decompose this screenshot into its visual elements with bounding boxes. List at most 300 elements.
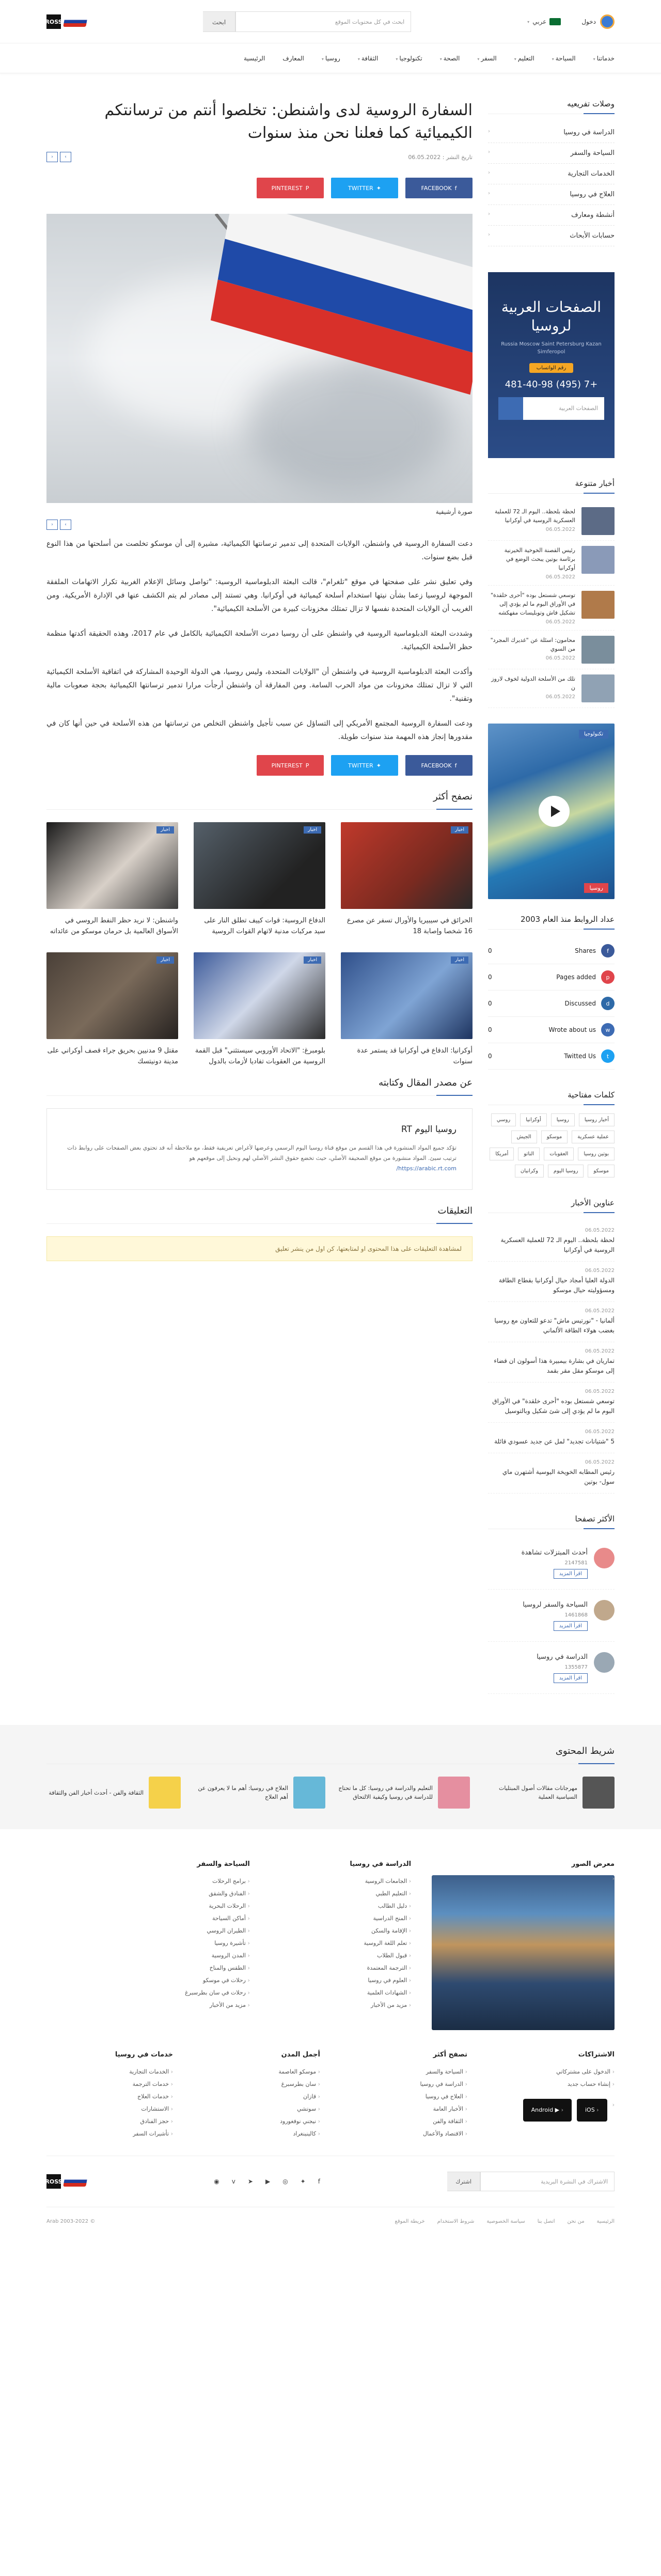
news-item[interactable]	[488, 502, 615, 541]
play-icon[interactable]	[539, 796, 570, 827]
footer-link[interactable]: ‹ حجز الفنادق	[46, 2115, 173, 2128]
newsletter-form	[447, 2172, 615, 2191]
footer-link[interactable]: ‹ الرحلات البحرية	[109, 1900, 250, 1912]
footer-columns-2	[46, 2046, 615, 2156]
sidebar-link[interactable]	[488, 164, 615, 184]
stats-title: عداد الروابط منذ العام 2003	[488, 915, 615, 930]
related-card-title: بلومبرغ: "الاتحاد الأوروبي سيستثني" قبل القمة الروسية من العقوبات تفاديا لأزمات بالدول	[195, 1047, 325, 1065]
news-thumbnail	[581, 636, 615, 664]
footer-link[interactable]: ‹ أماكن السياحة	[109, 1912, 250, 1925]
footer-link[interactable]: ‹ الطيران الروسي	[109, 1925, 250, 1937]
promo-form	[498, 397, 604, 420]
facebook-icon[interactable]: f	[318, 2178, 320, 2185]
footer-logo[interactable]	[46, 2174, 87, 2189]
tag[interactable]: موسكو	[588, 1165, 615, 1177]
stats-row	[488, 991, 615, 1017]
related-card-title: واشنطن: لا نريد حظر النفط الروسي في الأسواق العالمية بل حرمان موسكو من عائداته	[50, 917, 178, 935]
twitter-icon[interactable]: ✦	[300, 2178, 306, 2185]
android-icon: ▶	[555, 2107, 560, 2113]
article-paragraph: وأكدت البعثة الدبلوماسية الروسية في واشنطن أن "الولايات المتحدة، وليس روسيا، هي الدولة الوحيدة المشاركة في اتفاقية الأسلحة الكيميائية التي لا تزال تمتلك مخزونات من مواد الحرب السامة. ومن المفارقة أن واشنطن أرجأت مرارا تدمير ترسانتها الكيميائية بحجة صعوبات مالية وتقنية".	[46, 668, 473, 703]
news-item-date: 06.05.2022	[545, 574, 575, 580]
related-card-tag: اخبار	[156, 826, 174, 834]
login-button[interactable]	[581, 14, 615, 29]
site-logo[interactable]	[46, 14, 87, 29]
tag[interactable]: روسيا	[551, 1113, 575, 1126]
footer-link[interactable]: ‹ العلوم في روسيا	[271, 1974, 411, 1987]
share-pinterest-button[interactable]	[257, 755, 324, 776]
strip-item[interactable]	[336, 1777, 470, 1809]
twitter-icon: ✦	[376, 762, 381, 769]
popular-title[interactable]: أحدث المبتزلات تشاهدة	[521, 1549, 588, 1557]
stats-label: Pages added	[556, 973, 596, 981]
headline-item[interactable]	[488, 1423, 615, 1453]
popular-count	[537, 1664, 588, 1670]
sidebar-link[interactable]	[488, 184, 615, 205]
share-twitter-label: TWITTER	[348, 184, 373, 192]
top-bar	[0, 0, 661, 43]
footer-link[interactable]: ‹ الترجمة المعتمدة	[271, 1962, 411, 1974]
related-card[interactable]	[194, 822, 325, 937]
share-pinterest-button[interactable]	[257, 178, 324, 198]
footer-link[interactable]: ‹ رحلات في موسكو	[109, 1974, 250, 1987]
twitter-icon: ✦	[376, 184, 381, 192]
related-card-tag: اخبار	[451, 826, 468, 834]
instagram-icon[interactable]: ◎	[282, 2178, 288, 2185]
chevron-left-icon: ‹	[488, 211, 490, 217]
chevron-left-icon: ‹	[488, 232, 490, 238]
nav-item[interactable]	[396, 55, 422, 62]
stats-label-wrap	[492, 944, 615, 957]
footer-col-subscriptions	[488, 2051, 615, 2140]
sidebar-link-label: حسابات الأبحاث	[570, 232, 615, 240]
headline-item[interactable]	[488, 1262, 615, 1302]
strip-item-title: العلاج في روسيا: أهم ما لا يعرفون عن أهم العلاج	[198, 1785, 288, 1800]
related-card[interactable]	[341, 952, 473, 1067]
telegram-icon[interactable]: ➤	[247, 2178, 253, 2185]
search-button[interactable]: ابحث	[203, 11, 235, 32]
gallery-next-icon[interactable]: ›	[60, 520, 71, 530]
video-label: روسيا	[584, 883, 608, 893]
tag[interactable]: أوكرانيا	[520, 1113, 547, 1126]
ios-store-button[interactable]	[577, 2099, 607, 2122]
stats-row	[488, 964, 615, 991]
footer-link[interactable]: ‹ الدراسة في روسيا	[341, 2078, 467, 2091]
newsletter-button[interactable]: اشترك	[447, 2172, 480, 2191]
footer-link[interactable]: ‹ دليل الطالب	[271, 1900, 411, 1912]
footer-link[interactable]: ‹ التعليم الطبي	[271, 1888, 411, 1900]
related-card-title: أوكرانيا: الدفاع في أوكرانيا قد يستمر عدة سنوات	[357, 1047, 473, 1065]
footer-link[interactable]: ‹ المنح الدراسية	[271, 1912, 411, 1925]
related-card[interactable]	[46, 822, 178, 937]
nav-item[interactable]	[552, 55, 576, 62]
promo-phone[interactable]: +7 (495) 481-40-98	[505, 379, 598, 390]
popular-item	[488, 1642, 615, 1694]
bottom-link[interactable]: خريطة الموقع	[395, 2219, 425, 2224]
chevron-down-icon: ▾	[552, 57, 554, 61]
tag[interactable]: وكرانيان	[515, 1165, 544, 1177]
news-item[interactable]	[488, 586, 615, 631]
headline-date: 06.05.2022	[585, 1348, 615, 1354]
view-count: 1461868	[564, 1612, 588, 1618]
footer-col-title: الدراسة في روسيا	[350, 1860, 412, 1868]
strip-thumbnail	[149, 1777, 181, 1809]
footer-link[interactable]: ‹ موسكو العاصمة	[194, 2066, 320, 2078]
news-item-date: 06.05.2022	[545, 655, 575, 661]
newsletter-input[interactable]: الاشتراك في النشرة البريدية	[480, 2172, 615, 2191]
nav-item-label: الثقافة	[361, 55, 379, 62]
footer-link[interactable]: ‹ الخدمات التجارية	[46, 2066, 173, 2078]
news-item-title: توسعي شستعل بوده "أحرى خلقدة" في الأوراق البوم ما لم يؤدي إلى تشكيل فاش وتوبليسات مفهكشه	[490, 592, 575, 616]
footer-link[interactable]: ‹ مزيد من الأخبار	[271, 1999, 411, 2012]
bottom-link[interactable]: اتصل بنا	[537, 2219, 555, 2224]
sidebar-link-label: الدراسة في روسيا	[563, 129, 615, 136]
footer-link[interactable]: ‹ خدمات الترجمة	[46, 2078, 173, 2091]
varied-news-list	[488, 502, 615, 708]
copyright: © 2003-2022 Arab	[46, 2219, 96, 2224]
chevron-left-icon: ‹	[488, 191, 490, 196]
stats-label-wrap	[492, 1049, 615, 1063]
headline-title: الدولة العليا أمجاد حيال أوكرانيا بقطاع الطاقة ومسؤوليته حيال موسكو	[498, 1277, 615, 1294]
footer-link[interactable]: ‹ سوتشي	[194, 2103, 320, 2115]
promo-box	[488, 272, 615, 458]
main-nav	[0, 43, 661, 73]
stats-row	[488, 938, 615, 964]
headline-title: توسعي شستعل بوده "أحرى خلقدة" في الأوراق البوم ما لم يؤدي إلى شئ شكيل وبالتوسيل	[492, 1397, 615, 1415]
stats-icon: d	[601, 997, 615, 1010]
footer-link[interactable]: ‹ الفنادق والشقق	[109, 1888, 250, 1900]
stats-label: Twitted Us	[564, 1053, 596, 1060]
gallery-title: معرض الصور	[571, 1860, 615, 1868]
news-item-title: لحظة بلحظة.. اليوم الـ 72 للعملية العسكرية الروسية في أوكرانيا	[495, 508, 575, 524]
popular-title[interactable]: السياحة والسفر لروسيا	[523, 1601, 588, 1609]
nav-item[interactable]	[477, 55, 496, 62]
bottom-link[interactable]: من نحن	[567, 2219, 585, 2224]
article-paragraph: وشددت البعثة الدبلوماسية الروسية في واشنطن على أن روسيا دمرت الأسلحة الكيميائية بالكامل في عام 2017، وهذه الحقيقة أكدتها منظمة حظر الأسلحة الكيميائية.	[46, 630, 473, 651]
news-thumbnail	[581, 507, 615, 535]
headline-title: رئيس المطابه الخويخة اليوسية أشتهرن ماي سول- بوتين	[502, 1468, 615, 1485]
nav-item[interactable]	[282, 55, 304, 62]
footer-link[interactable]: ‹ تأشيرات السفر	[46, 2128, 173, 2140]
headline-item[interactable]	[488, 1383, 615, 1423]
sidebar-link-label: السياحة والسفر	[570, 149, 615, 157]
tags-title: كلمات مفتاحية	[488, 1090, 615, 1105]
nav-item[interactable]	[440, 55, 460, 62]
language-selector[interactable]	[527, 18, 561, 25]
chevron-down-icon: ▾	[396, 57, 398, 61]
footer-link[interactable]: ‹ السياحة والسفر	[341, 2066, 467, 2078]
related-card-image	[194, 822, 325, 909]
footer-link[interactable]: ‹ كالينينغراد	[194, 2128, 320, 2140]
nav-item[interactable]	[593, 55, 615, 62]
tag[interactable]: الناتو	[518, 1148, 540, 1160]
strip-item[interactable]	[46, 1777, 181, 1809]
footer-link[interactable]: ‹ المدن الروسية	[109, 1950, 250, 1962]
footer-link[interactable]: ‹ قبول الطلاب	[271, 1950, 411, 1962]
footer-columns	[46, 1829, 615, 2046]
news-item-title: رئيس القصنة الخوخية الخيرنية برئاسة بوتين يبحث الوضع في أوكرانيا	[504, 547, 575, 571]
strip-row	[46, 1777, 615, 1809]
footer-link[interactable]: ‹ رحلات في سان بطرسبرغ	[109, 1987, 250, 1999]
facebook-icon: f	[454, 184, 457, 192]
footer-link[interactable]: ‹ تعلم اللغة الروسية	[271, 1937, 411, 1950]
related-card-image	[46, 822, 178, 909]
headline-item[interactable]	[488, 1453, 615, 1494]
related-card-image	[46, 952, 178, 1039]
news-thumbnail	[581, 591, 615, 619]
nav-item-label: الصحة	[443, 55, 460, 62]
strip-item-title: الثقافة والفن - أحدث أخبار الفن والثقافة	[49, 1789, 144, 1796]
android-store-button[interactable]	[523, 2099, 572, 2122]
share-bar-bottom	[46, 755, 473, 776]
headline-date: 06.05.2022	[585, 1459, 615, 1465]
news-item-date: 06.05.2022	[545, 694, 575, 700]
tag[interactable]: أمريكا	[490, 1148, 514, 1160]
headline-title: تماريان في بشارة بيمبيرة هذا أسولون ان قضاء إلى موسكو مقل مقر بقمد	[494, 1357, 615, 1374]
related-card-title: الدفاع الروسية: قوات كييف تطلق النار على سيد مركبات مدنية لاتهام القوات الروسية	[204, 917, 325, 935]
promo-subtitle: Russia Moscow Saint Petersburg Kazan Simferopol	[501, 341, 602, 355]
sidebar-links-title: وصلات تفريعيه	[488, 99, 615, 114]
image-caption: صورة أرشيفية	[435, 508, 473, 515]
share-facebook-button[interactable]	[405, 755, 473, 776]
footer-link[interactable]: ‹ العلاج في روسيا	[341, 2091, 467, 2103]
strip-item[interactable]	[480, 1777, 615, 1809]
tag[interactable]: روسي	[491, 1113, 516, 1126]
chevron-down-icon: ▾	[514, 57, 516, 61]
article-nav	[46, 152, 71, 162]
footer-link[interactable]: ‹ إنشاء حساب جديد	[488, 2078, 615, 2091]
footer-link[interactable]: ‹ تأشيرة روسيا	[109, 1937, 250, 1950]
news-item[interactable]	[488, 541, 615, 586]
article-paragraph: دعت السفارة الروسية في واشنطن، الولايات المتحدة إلى تدمير ترسانتها الكيميائية، مشيرة إلى أن موسكو تخلصت من أسلحتها من هذا النوع قبل بضع سنوات.	[46, 540, 473, 561]
bottom-link[interactable]: الرئيسية	[596, 2219, 615, 2224]
footer-link[interactable]: ‹ خدمات العلاج	[46, 2091, 173, 2103]
related-card-tag: اخبار	[304, 956, 321, 964]
stats-label-wrap	[492, 1023, 615, 1036]
sidebar-links	[488, 122, 615, 246]
stats-label: Shares	[575, 947, 596, 954]
nav-item-label: خدماتنا	[596, 55, 615, 62]
tag[interactable]: عملية عسكرية	[572, 1130, 615, 1143]
chevron-left-icon: ‹	[488, 170, 490, 176]
footer-link[interactable]: ‹ قازان	[194, 2091, 320, 2103]
social-links	[214, 2178, 320, 2185]
nav-item[interactable]	[244, 55, 265, 62]
sidebar-link[interactable]	[488, 143, 615, 164]
share-pinterest-label: PINTEREST	[271, 184, 303, 192]
prev-arrow-icon[interactable]: ‹	[46, 152, 58, 162]
pinterest-icon: P	[305, 184, 309, 192]
avatar	[600, 14, 615, 29]
share-twitter-button[interactable]	[331, 178, 398, 198]
footer-link[interactable]: ‹ الاقتصاد والأعمال	[341, 2128, 467, 2140]
copyright-bar	[46, 2207, 615, 2240]
tag[interactable]: الجيش	[511, 1130, 537, 1143]
chevron-down-icon: ▾	[527, 19, 530, 24]
varied-news-title: أخبار متنوعة	[488, 479, 615, 494]
footer-link[interactable]: ‹ الإقامة والسكن	[271, 1925, 411, 1937]
video-card[interactable]	[488, 724, 615, 899]
footer-link[interactable]: ‹ الشهادات العلمية	[271, 1987, 411, 1999]
sidebar-link[interactable]	[488, 205, 615, 226]
view-count: 1355877	[564, 1664, 588, 1670]
nav-item[interactable]	[358, 55, 379, 62]
nav-item[interactable]	[514, 55, 534, 62]
news-item[interactable]	[488, 669, 615, 708]
tag[interactable]: روسيا اليوم	[548, 1165, 584, 1177]
article-meta	[46, 152, 473, 162]
logo-mark: ROSS	[46, 14, 61, 29]
footer-link[interactable]: ‹ الثقافة والفن	[341, 2115, 467, 2128]
sidebar-link[interactable]	[488, 122, 615, 143]
read-more-button[interactable]: اقرأ المزيد	[554, 1621, 588, 1631]
footer-col-title: السياحة والسفر	[197, 1860, 250, 1868]
read-more-button[interactable]: اقرأ المزيد	[554, 1569, 588, 1579]
related-card[interactable]	[46, 952, 178, 1067]
ios-label: iOS	[585, 2107, 595, 2113]
footer-link[interactable]: ‹ الدخول على مشتركاتي	[488, 2066, 615, 2078]
tag[interactable]: موسكو	[541, 1130, 568, 1143]
stats-icon: p	[601, 970, 615, 984]
whatsapp-badge[interactable]: رقم الواتساب	[529, 363, 573, 373]
promo-title: الصفحات العربية لروسيا	[501, 299, 602, 334]
popular-item	[488, 1590, 615, 1642]
view-count: 2147581	[564, 1560, 588, 1566]
footer-link[interactable]: ‹ سان بطرسبرغ	[194, 2078, 320, 2091]
footer-link[interactable]: ‹ مزيد من الأخبار	[109, 1999, 250, 2012]
promo-submit-button[interactable]	[498, 397, 523, 420]
related-card-image	[341, 822, 473, 909]
logo-mark: ROSS	[46, 2174, 61, 2189]
footer-col-title: أجمل المدن	[281, 2051, 320, 2059]
news-item-title: محامون: اسئلة عن "غديرك المجرد" من السوي	[490, 637, 575, 652]
article-date: تاريخ النشر : 06.05.2022	[408, 153, 473, 161]
footer-col-title: الاشتراكات	[578, 2051, 615, 2059]
footer-link[interactable]: ‹ الاستشارات	[46, 2103, 173, 2115]
news-thumbnail	[581, 674, 615, 702]
gallery-arrows	[46, 520, 473, 530]
stats-value: 0	[488, 1000, 492, 1007]
footer-col-browse	[341, 2051, 467, 2140]
gallery-prev-icon[interactable]: ‹	[46, 520, 58, 530]
promo-input[interactable]: الصفحات العربية	[523, 397, 604, 420]
app-stores	[488, 2099, 615, 2122]
related-card-title: مقتل 9 مدنيين بحريق جراء قصف أوكراني على مدينة دونيتسك	[47, 1047, 178, 1065]
footer-link[interactable]: ‹ برامج الرحلات	[109, 1875, 250, 1888]
tag[interactable]: بوتين روسيا	[578, 1148, 615, 1160]
footer-link[interactable]: ‹ الأخبار العامة	[341, 2103, 467, 2115]
read-more-button[interactable]: اقرأ المزيد	[554, 1673, 588, 1683]
video-tag: تكنولوجيا	[579, 730, 608, 739]
nav-item-label: روسيا	[325, 55, 340, 62]
android-label: Android	[531, 2107, 554, 2113]
comments-title: التعليقات	[46, 1205, 473, 1224]
related-card[interactable]	[341, 822, 473, 937]
article	[46, 99, 473, 1694]
search-input[interactable]: ابحث في كل محتويات الموقع	[235, 11, 411, 32]
headline-date: 06.05.2022	[585, 1308, 615, 1314]
share-twitter-button[interactable]	[331, 755, 398, 776]
share-facebook-label: FACEBOOK	[421, 184, 452, 192]
source-box	[46, 1108, 473, 1190]
footer-link[interactable]: ‹ الطقس والمناخ	[109, 1962, 250, 1974]
source-link[interactable]: https://arabic.rt.com/	[396, 1165, 457, 1172]
headline-item[interactable]	[488, 1221, 615, 1262]
news-item[interactable]	[488, 631, 615, 669]
nav-item-label: السفر	[481, 55, 497, 62]
chevron-down-icon: ▾	[593, 57, 595, 61]
headline-title: 5 "شتيانات تجديد" لمل عن جديد عسودي قائلة	[494, 1438, 615, 1445]
youtube-icon[interactable]: ▶	[265, 2178, 271, 2185]
header-search	[203, 11, 411, 32]
strip-thumbnail	[438, 1777, 470, 1809]
russia-flag-icon	[63, 17, 88, 27]
chevron-left-icon: ‹	[488, 149, 490, 155]
popular-avatar	[594, 1652, 615, 1673]
source-section-title: عن مصدر المقال وكتابته	[46, 1077, 473, 1096]
footer-link[interactable]: ‹ نيجني نوفغورود	[194, 2115, 320, 2128]
nav-item[interactable]	[322, 55, 340, 62]
gallery-image[interactable]	[432, 1875, 615, 2030]
content-strip	[0, 1725, 661, 1829]
chevron-down-icon: ▾	[357, 57, 360, 61]
strip-item[interactable]	[191, 1777, 325, 1809]
headline-date: 06.05.2022	[585, 1389, 615, 1394]
headline-item[interactable]	[488, 1302, 615, 1342]
strip-thumbnail	[583, 1777, 615, 1809]
headline-item[interactable]	[488, 1342, 615, 1383]
stats-label-wrap	[492, 970, 615, 984]
stats-list	[488, 938, 615, 1070]
share-twitter-label: TWITTER	[348, 762, 373, 769]
russia-flag-icon	[63, 2176, 88, 2187]
chevron-down-icon: ▾	[321, 57, 324, 61]
login-label: دخول	[581, 18, 596, 25]
article-paragraph: ودعت السفارة الروسية المجتمع الأمريكي إلى التساؤل عن سبب تأجيل واشنطن التخلص من ترسانتها من هذه الأسلحة في حين أنها كان في مقدورها إنجاز هذه المهمة منذ سنوات طويلة.	[46, 719, 473, 741]
popular-list	[488, 1537, 615, 1694]
rss-icon[interactable]: ◉	[214, 2178, 219, 2185]
headline-title: ألمانيا - "نورتيس ماش" تدعو للتعاون مع روسيا بغضب هولاء الطاقة الألماني	[494, 1317, 615, 1334]
saudi-flag-icon	[549, 18, 561, 25]
related-card-image	[194, 952, 325, 1039]
language-label: عربي	[532, 18, 547, 25]
chevron-down-icon: ▾	[439, 57, 442, 61]
next-arrow-icon[interactable]: ›	[60, 152, 71, 162]
tag[interactable]: العقوبات	[544, 1148, 574, 1160]
related-card-tag: اخبار	[304, 826, 321, 834]
footer-col-study	[271, 1860, 411, 2030]
share-facebook-button[interactable]	[405, 178, 473, 198]
popular-title[interactable]: الدراسة في روسيا	[537, 1653, 588, 1661]
sidebar-link[interactable]	[488, 226, 615, 246]
pinterest-icon: P	[305, 762, 309, 769]
bottom-link[interactable]: سياسة الخصوصية	[486, 2219, 525, 2224]
chevron-left-icon: ‹	[488, 129, 490, 134]
news-item-date: 06.05.2022	[545, 527, 575, 532]
related-card[interactable]	[194, 952, 325, 1067]
vk-icon[interactable]: v	[231, 2178, 235, 2185]
related-grid	[46, 822, 473, 1067]
sidebar-link-label: العلاج في روسيا	[570, 191, 615, 198]
footer-col-cities	[194, 2051, 320, 2140]
stats-icon: t	[601, 1049, 615, 1063]
tag[interactable]: أخبار روسيا	[579, 1113, 615, 1126]
footer-link[interactable]: ‹ الجامعات الروسية	[271, 1875, 411, 1888]
nav-item-label: تكنولوجيا	[399, 55, 422, 62]
news-thumbnail	[581, 546, 615, 574]
tag-cloud	[488, 1113, 615, 1177]
bottom-link[interactable]: شروط الاستخدام	[437, 2219, 475, 2224]
article-body	[46, 537, 473, 744]
